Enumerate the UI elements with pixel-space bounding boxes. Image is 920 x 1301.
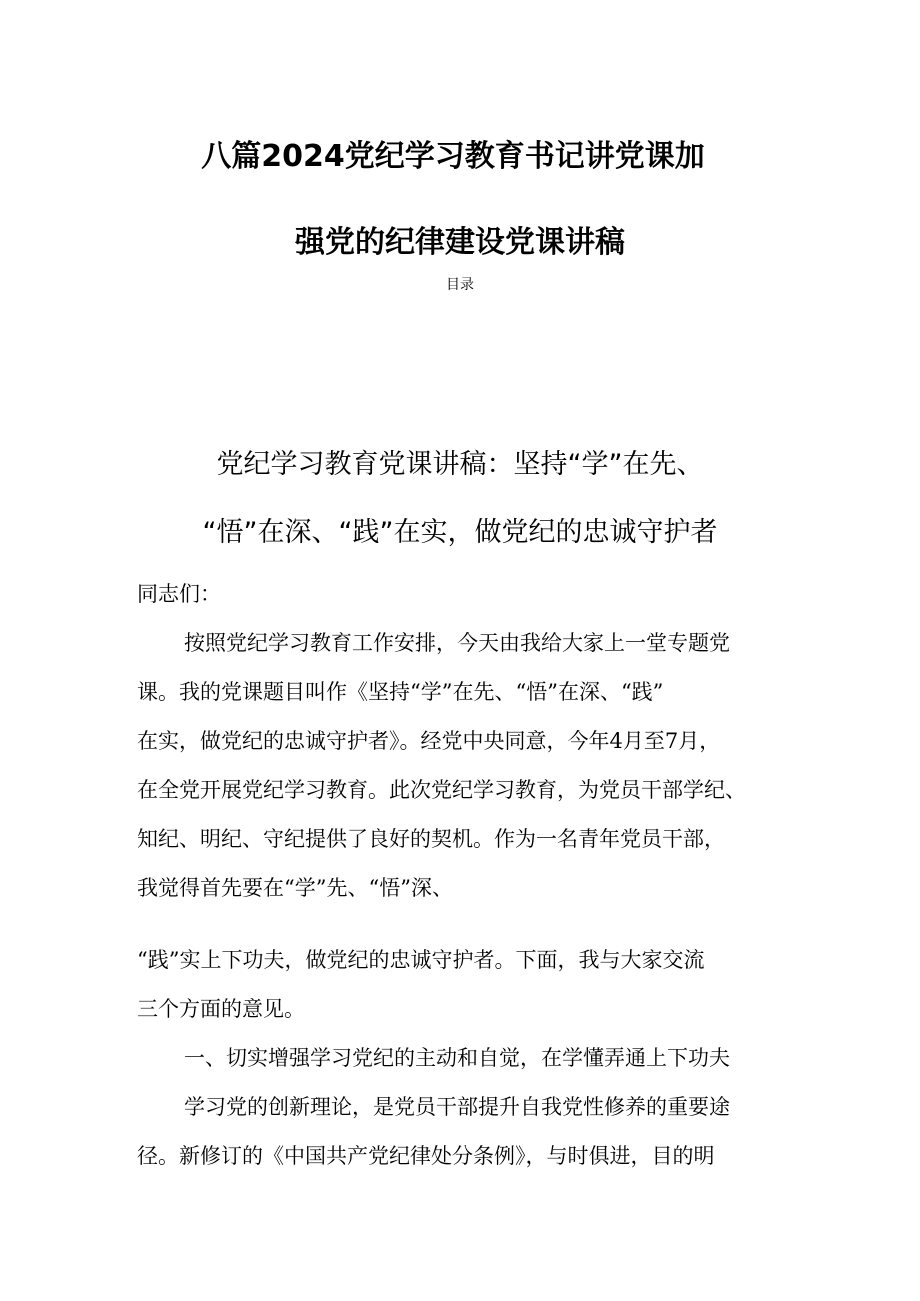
body-line: 学习党的创新理论，是党员干部提升自我党性修养的重要途 [184,1095,730,1119]
document-title-line-1: 八篇2024党纪学习教育书记讲党课加 [201,139,705,174]
body-line: 三个方面的意见。 [137,997,305,1021]
subtitle-line-2: “悟”在深、“践”在实，做党纪的忠诚守护者 [202,517,718,548]
document-title-line-2: 强党的纪律建设党课讲稿 [295,225,625,260]
toc-label: 目录 [446,277,474,293]
subtitle-line-1: 党纪学习教育党课讲稿：坚持“学”在先、 [216,449,704,480]
salutation: 同志们： [137,582,221,606]
body-line: “践”实上下功夫，做党纪的忠诚守护者。下面，我与大家交流 [137,948,705,972]
body-line: 在全党开展党纪学习教育。此次党纪学习教育，为党员干部学纪、 [137,778,746,802]
body-line: 按照党纪学习教育工作安排，今天由我给大家上一堂专题党 [184,631,730,655]
body-line: 在实，做党纪的忠诚守护者》。经党中央同意，今年4月至7月， [137,729,721,753]
body-line: 我觉得首先要在“学”先、“悟”深、 [137,876,453,900]
section-heading: 一、切实增强学习党纪的主动和自觉，在学懂弄通上下功夫 [184,1046,730,1070]
body-line: 径。新修订的《中国共产党纪律处分条例》，与时俱进，目的明 [137,1144,715,1168]
body-line: 课。我的党课题目叫作《坚持“学”在先、“悟”在深、“践” [137,680,664,704]
body-line: 知纪、明纪、守纪提供了良好的契机。作为一名青年党员干部， [137,827,725,851]
